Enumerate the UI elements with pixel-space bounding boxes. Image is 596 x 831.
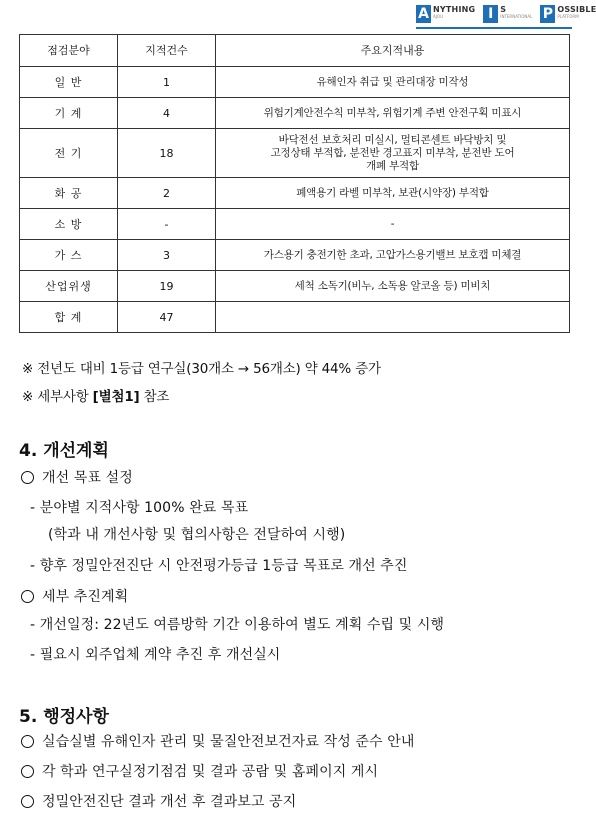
row-issues: 폐액용기 라벨 미부착, 보관(시약장) 부적합 (216, 178, 570, 209)
row-count: 3 (118, 240, 216, 271)
row-issues: - (216, 209, 570, 240)
row-category: 산업위생 (20, 271, 118, 302)
table-row (20, 178, 570, 209)
issue-line: 고정상태 부적합, 분전반 경고표지 미부착, 분전반 도어 (270, 146, 515, 159)
section4-item2-sub1: - 개선일정: 22년도 여름방학 기간 이용하여 별도 계획 수립 및 시행 (30, 617, 445, 633)
section4-item2: 세부 추진계획 (21, 586, 128, 606)
row-count: 4 (118, 98, 216, 129)
section4-item1-sub1b: (학과 내 개선사항 및 협의사항은 전달하여 시행) (48, 527, 346, 543)
logo-underline (416, 27, 572, 29)
findings-table (19, 34, 570, 333)
section4-title: 4. 개선계획 (19, 441, 109, 461)
row-issues (216, 302, 570, 333)
section5-item2: 각 학과 연구실정기점검 및 결과 공람 및 홈페이지 게시 (21, 761, 378, 781)
row-count: 2 (118, 178, 216, 209)
row-category: 기 계 (20, 98, 118, 129)
table-row (20, 271, 570, 302)
table-row (20, 98, 570, 129)
row-category: 화 공 (20, 178, 118, 209)
table-row (20, 209, 570, 240)
row-issues: 유해인자 취급 및 관리대장 미작성 (216, 67, 570, 98)
logo-word-possible: P OSSIBLE PLATFORM (540, 5, 596, 23)
row-count: 18 (118, 129, 216, 178)
issue-line: 바닥전선 보호처리 미실시, 멀티콘센트 바닥방치 및 (278, 133, 507, 146)
header-issues: 주요지적내용 (216, 35, 570, 67)
table-total-row (20, 302, 570, 333)
row-issues (216, 129, 570, 178)
logo-word-is: I S INTERNATIONAL (483, 5, 532, 23)
table-row (20, 240, 570, 271)
row-count: 1 (118, 67, 216, 98)
row-category: 가 스 (20, 240, 118, 271)
row-category: 일 반 (20, 67, 118, 98)
header-category: 점검분야 (20, 35, 118, 67)
row-count: - (118, 209, 216, 240)
circle-bullet-icon (21, 735, 34, 748)
section4-item2-sub2: - 필요시 외주업체 계약 추진 후 개선실시 (30, 647, 281, 663)
circle-bullet-icon (21, 795, 34, 808)
row-issues: 위험기계안전수칙 미부착, 위험기계 주변 안전구획 미표시 (216, 98, 570, 129)
section5-item1: 실습실별 유해인자 관리 및 물질안전보건자료 작성 준수 안내 (21, 731, 414, 751)
aip-logo (416, 5, 596, 31)
logo-word-anything: A NYTHING AJOU (416, 5, 475, 23)
table-row (20, 129, 570, 178)
note-increase: ※ 전년도 대비 1등급 연구실(30개소 → 56개소) 약 44% 증가 (22, 361, 381, 377)
section4-item1-sub2: - 향후 정밀안전진단 시 안전평가등급 1등급 목표로 개선 추진 (30, 558, 408, 574)
circle-bullet-icon (21, 471, 34, 484)
issue-line: 개폐 부적합 (366, 159, 419, 172)
note-appendix: ※ 세부사항 [별첨1] 참조 (22, 389, 170, 405)
section4-item1-sub1: - 분야별 지적사항 100% 완료 목표 (30, 500, 249, 516)
row-count: 47 (118, 302, 216, 333)
row-issues: 세척 소독기(비누, 소독용 알코올 등) 미비치 (216, 271, 570, 302)
circle-bullet-icon (21, 590, 34, 603)
row-category: 소 방 (20, 209, 118, 240)
row-issues: 가스용기 충전기한 초과, 고압가스용기밸브 보호캡 미체결 (216, 240, 570, 271)
table-row (20, 67, 570, 98)
appendix-ref: [별첨1] (92, 389, 140, 405)
section4-item1: 개선 목표 설정 (21, 467, 133, 487)
row-category: 합 계 (20, 302, 118, 333)
row-count: 19 (118, 271, 216, 302)
section5-title: 5. 행정사항 (19, 707, 109, 727)
row-category: 전 기 (20, 129, 118, 178)
circle-bullet-icon (21, 765, 34, 778)
table-header-row (20, 35, 570, 67)
section5-item3: 정밀안전진단 결과 개선 후 결과보고 공지 (21, 791, 296, 811)
header-count: 지적건수 (118, 35, 216, 67)
